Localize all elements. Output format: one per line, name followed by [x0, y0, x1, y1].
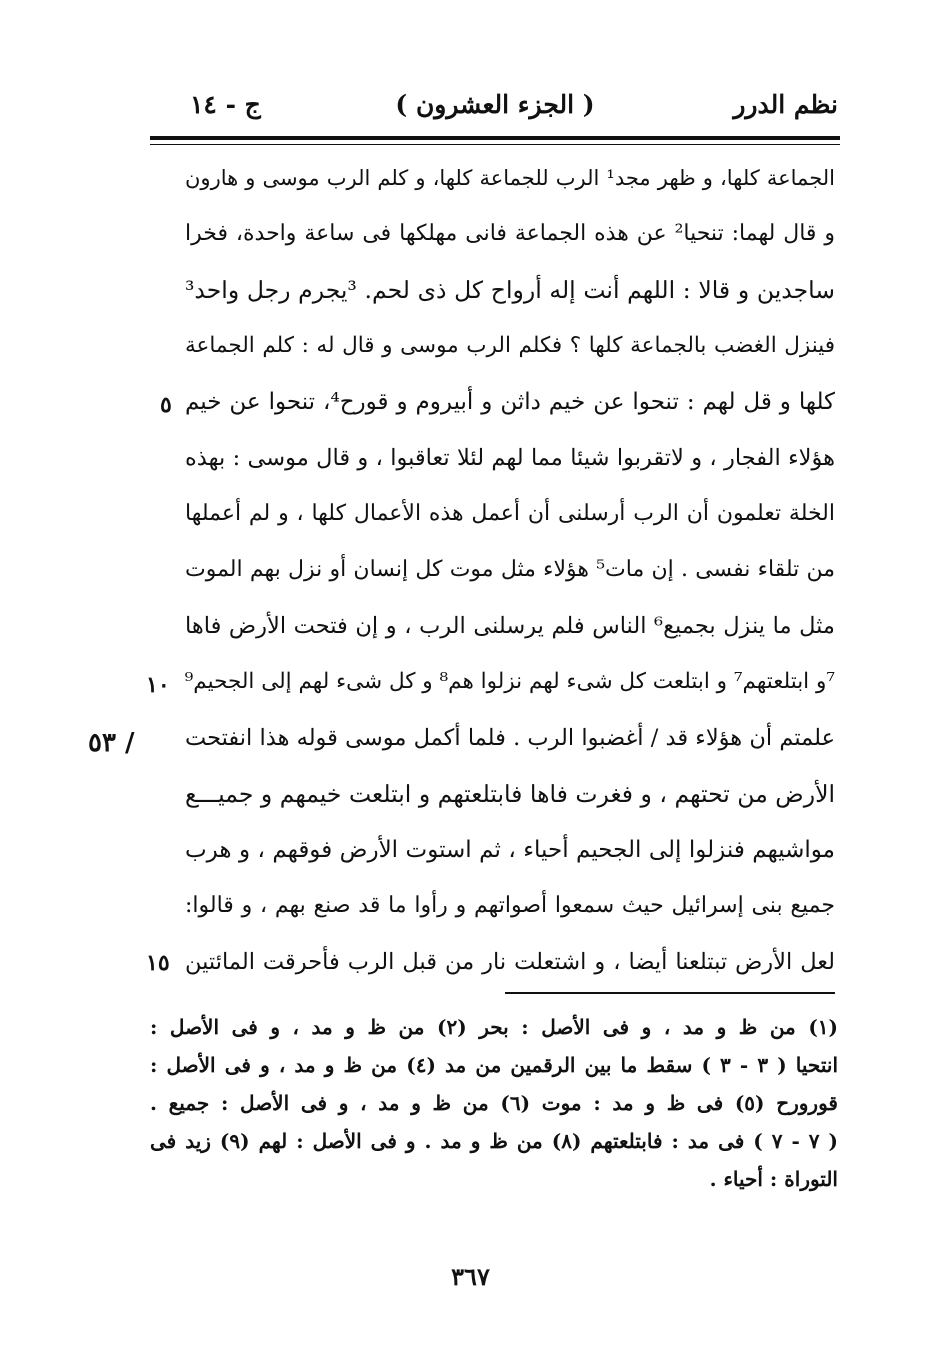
line-number-10: ١٠: [146, 672, 170, 698]
line-number-15: ١٥: [146, 950, 170, 976]
running-header: [150, 84, 840, 128]
footnote-line: التوراة : أحياء .: [709, 1167, 838, 1191]
text-line: من تلقاء نفسى . إن مات⁵ هؤلاء مثل موت كل إنسان أو نزل بهم الموت: [185, 557, 835, 582]
book-title: نظم الدرر: [733, 90, 838, 119]
volume-number: ج - ١٤: [190, 90, 261, 119]
text-line: مواشيهم فنزلوا إلى الجحيم أحياء ، ثم استوت الأرض فوقهم ، و هرب: [185, 837, 835, 863]
text-line: الجماعة كلها، و ظهر مجد¹ الرب للجماعة كلها، و كلم الرب موسى و هارون: [185, 166, 835, 190]
text-line: هؤلاء الفجار ، و لاتقربوا شيئا مما لهم لئلا تعاقبوا ، و قال موسى : بهذه: [185, 445, 835, 471]
footnote-line: قورورح (٥) فى ظ و مد : موت (٦) من ظ و مد ، و فى الأصل : جميع .: [150, 1091, 838, 1115]
part-title: ( الجزء العشرون ): [395, 90, 595, 119]
text-line: الخلة تعلمون أن الرب أرسلنى أن أعمل هذه الأعمال كلها ، و لم أعملها: [185, 501, 835, 526]
manuscript-folio-ref: ٥٣ /: [88, 728, 135, 758]
text-line: جميع بنى إسرائيل حيث سمعوا أصواتهم و رأوا ما قد صنع بهم ، و قالوا:: [185, 893, 835, 918]
header-rule-thin: [150, 144, 840, 145]
footnote-rule: [505, 992, 835, 994]
text-line: علمتم أن هؤلاء قد / أغضبوا الرب . فلما أكمل موسى قوله هذا انفتحت: [185, 725, 835, 751]
text-line: مثل ما ينزل بجميع⁶ الناس فلم يرسلنى الرب ، و إن فتحت الأرض فاها: [185, 613, 835, 639]
text-line: كلها و قل لهم : تنحوا عن خيم داثن و أبيروم و قورح⁴، تنحوا عن خيم: [185, 389, 836, 415]
text-line: فينزل الغضب بالجماعة كلها ؟ فكلم الرب موسى و قال له : كلم الجماعة: [185, 333, 835, 358]
footnote-line: (١) من ظ و مد ، و فى الأصل : بحر (٢) من ظ و مد ، و فى الأصل :: [150, 1015, 838, 1039]
text-line: ⁷و ابتلعتهم⁷ و ابتلعت كل شىء لهم نزلوا هم⁸ و كل شىء لهم إلى الجحيم⁹: [184, 669, 835, 694]
footnote-line: انتحيا ( ٣ - ٣ ) سقط ما بين الرقمين من مد (٤) من ظ و مد ، و فى الأصل :: [150, 1053, 838, 1077]
page-number: ٣٦٧: [451, 1262, 490, 1291]
footnote-line: ( ٧ - ٧ ) فى مد : فابتلعتهم (٨) من ظ و مد . و فى الأصل : لهم (٩) زيد فى: [150, 1129, 838, 1153]
text-line: و قال لهما: تنحيا² عن هذه الجماعة فانى مهلكها فى ساعة واحدة، فخرا: [185, 221, 835, 246]
text-line: لعل الأرض تبتلعنا أيضا ، و اشتعلت نار من قبل الرب فأحرقت المائتين: [185, 949, 835, 975]
line-number-5: ٥: [160, 392, 172, 418]
text-line: ساجدين و قالا : اللهم أنت إله أرواح كل ذى لحم. ³يجرم رجل واحد³: [185, 276, 835, 304]
text-line: الأرض من تحتهم ، و فغرت فاها فابتلعتهم و ابتلعت خيمهم و جميـــع: [185, 780, 835, 808]
header-rule-thick: [150, 136, 840, 140]
